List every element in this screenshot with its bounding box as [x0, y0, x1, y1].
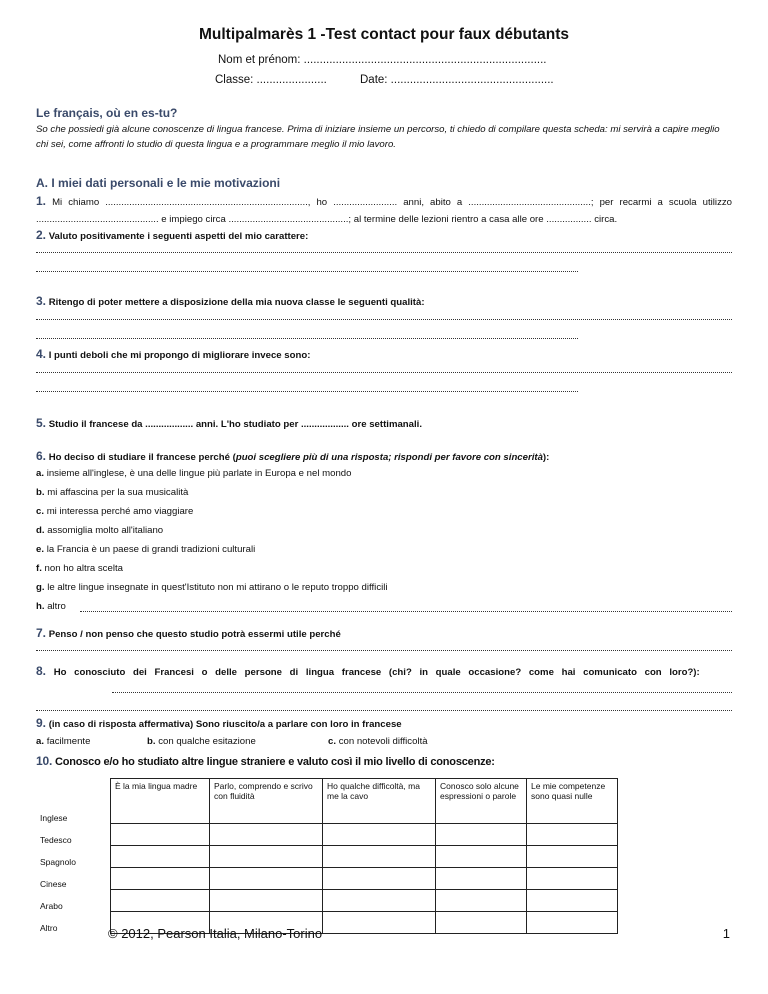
table-header-row	[36, 779, 618, 824]
q6-option-a[interactable]: a. insieme all'inglese, è una delle lingue più parlate in Europa e nel mondo	[36, 468, 352, 479]
question-4-text: I punti deboli che mi propongo di migliorare invece sono:	[48, 350, 311, 361]
question-10-text: Conosco e/o ho studiato altre lingue straniere e valuto così il mio livello di conoscenze:	[54, 756, 495, 768]
intro-heading: Le français, où en es-tu?	[36, 106, 178, 120]
q6-option-b[interactable]: b. mi affascina per la sua musicalità	[36, 487, 189, 498]
language-level-table	[36, 778, 618, 934]
q6-option-h[interactable]: h. altro	[36, 601, 66, 612]
answer-line[interactable]	[36, 271, 578, 272]
table-cell[interactable]	[210, 846, 323, 868]
question-3-text: Ritengo di poter mettere a disposizione della mia nuova classe le seguenti qualità:	[48, 297, 425, 308]
answer-line[interactable]	[112, 692, 732, 693]
question-5-text: Studio il francese da .................. anni. L'ho studiato per .................. ore settimanali.	[48, 419, 422, 430]
table-cell[interactable]	[436, 824, 527, 846]
question-1-number: 1.	[36, 194, 47, 208]
q9-option-b[interactable]: b. con qualche esitazione	[147, 736, 256, 747]
question-5-number: 5.	[36, 416, 47, 430]
table-cell[interactable]	[323, 846, 436, 868]
q6-option-c[interactable]: c. mi interessa perché amo viaggiare	[36, 506, 194, 517]
row-label-altro: Altro	[36, 912, 111, 934]
column-header: Conosco solo alcune espressioni o parole	[436, 779, 527, 824]
table-cell[interactable]	[436, 868, 527, 890]
table-cell[interactable]	[111, 846, 210, 868]
row-label-spagnolo: Spagnolo	[36, 846, 111, 868]
question-6	[36, 449, 732, 465]
q9-option-c[interactable]: c. con notevoli difficoltà	[328, 736, 428, 747]
question-2	[36, 228, 732, 244]
q6-option-d[interactable]: d. assomiglia molto all'italiano	[36, 525, 164, 536]
question-10-number: 10.	[36, 754, 53, 768]
page-title: Multipalmarès 1 -Test contact pour faux débutants	[198, 26, 570, 43]
table-cell[interactable]	[527, 824, 618, 846]
question-6-text: Ho deciso di studiare il francese perché (	[48, 452, 236, 463]
table-cell[interactable]	[111, 868, 210, 890]
table-cell[interactable]	[111, 824, 210, 846]
question-1[interactable]	[36, 193, 732, 228]
answer-line[interactable]	[36, 338, 578, 339]
question-7-number: 7.	[36, 626, 47, 640]
table-cell[interactable]	[323, 890, 436, 912]
question-8	[36, 662, 732, 682]
q6-option-f[interactable]: f. non ho altra scelta	[36, 563, 123, 574]
page-number: 1	[722, 926, 730, 941]
answer-line[interactable]	[36, 710, 732, 711]
table-cell[interactable]	[436, 890, 527, 912]
class-field[interactable]: Classe: ......................	[215, 74, 327, 86]
section-a-heading: A. I miei dati personali e le mie motivazioni	[36, 176, 281, 190]
question-7	[36, 626, 732, 642]
table-row	[36, 868, 618, 890]
table-cell[interactable]	[527, 912, 618, 934]
table-row	[36, 890, 618, 912]
table-cell[interactable]	[111, 890, 210, 912]
question-4	[36, 347, 732, 363]
question-6-close: ):	[542, 452, 550, 463]
question-6-number: 6.	[36, 449, 47, 463]
column-header: Parlo, comprendo e scrivo con fluidità	[210, 779, 323, 824]
table-cell[interactable]	[436, 912, 527, 934]
table-row	[36, 846, 618, 868]
row-label-tedesco: Tedesco	[36, 824, 111, 846]
answer-line[interactable]	[80, 611, 732, 612]
table-cell[interactable]	[210, 824, 323, 846]
table-cell[interactable]	[527, 868, 618, 890]
table-cell[interactable]	[210, 868, 323, 890]
table-cell[interactable]	[436, 846, 527, 868]
table-cell[interactable]	[323, 912, 436, 934]
answer-line[interactable]	[36, 391, 578, 392]
question-8-number: 8.	[36, 664, 47, 678]
row-label-cinese: Cinese	[36, 868, 111, 890]
question-1-text: Mi chiamo ............................................................................, ho ........................ anni, abito a ..............................................; per recarmi a scuola utilizzo .............................................. e impiego circa .............................................; al termine delle lezioni rientro a casa alle ore ................. circa.	[36, 197, 732, 225]
table-cell[interactable]	[527, 890, 618, 912]
answer-line[interactable]	[36, 319, 732, 320]
question-3-number: 3.	[36, 294, 47, 308]
question-2-text: Valuto positivamente i seguenti aspetti del mio carattere:	[48, 231, 309, 242]
question-10	[36, 754, 732, 770]
question-6-note: puoi scegliere più di una risposta; rispondi per favore con sincerità	[235, 452, 543, 463]
q9-option-a[interactable]: a. facilmente	[36, 736, 91, 747]
table-cell[interactable]	[210, 890, 323, 912]
question-9	[36, 716, 732, 732]
column-header: Le mie competenze sono quasi nulle	[527, 779, 618, 824]
answer-line[interactable]	[36, 650, 732, 651]
table-cell[interactable]	[323, 824, 436, 846]
question-4-number: 4.	[36, 347, 47, 361]
row-label-arabo: Arabo	[36, 890, 111, 912]
date-field[interactable]: Date: ...................................................	[360, 74, 554, 86]
table-row	[36, 824, 618, 846]
question-8-text: Ho conosciuto dei Francesi o delle persone di lingua francese (chi? in quale occasione? come hai comunicato con loro?):	[53, 667, 700, 678]
table-cell[interactable]	[323, 868, 436, 890]
answer-line[interactable]	[36, 372, 732, 373]
question-2-number: 2.	[36, 228, 47, 242]
question-9-number: 9.	[36, 716, 47, 730]
question-3	[36, 294, 732, 310]
question-7-text: Penso / non penso che questo studio potrà essermi utile perché	[48, 629, 341, 640]
question-9-text: (in caso di risposta affermativa) Sono riuscito/a a parlare con loro in francese	[48, 719, 402, 730]
q6-option-e[interactable]: e. la Francia è un paese di grandi tradizioni culturali	[36, 544, 256, 555]
table-cell[interactable]	[527, 846, 618, 868]
copyright-footer: © 2012, Pearson Italia, Milano-Torino	[108, 926, 323, 941]
intro-text: So che possiedi già alcune conoscenze di lingua francese. Prima di iniziare insieme un percorso, ti chiedo di compilare questa scheda: mi servirà a capire meglio chi sei, come affronti lo studio di questa lingua e a programmare meglio il mio lavoro.	[36, 124, 720, 150]
q6-option-g[interactable]: g. le altre lingue insegnate in quest'Istituto non mi attirano o le reputo troppo difficili	[36, 582, 388, 593]
row-label-inglese: Inglese	[36, 779, 111, 824]
column-header: È la mia lingua madre	[111, 779, 210, 824]
name-field[interactable]: Nom et prénom: ............................................................................	[218, 54, 547, 66]
answer-line[interactable]	[36, 252, 732, 253]
question-5[interactable]	[36, 416, 732, 432]
column-header: Ho qualche difficoltà, ma me la cavo	[323, 779, 436, 824]
